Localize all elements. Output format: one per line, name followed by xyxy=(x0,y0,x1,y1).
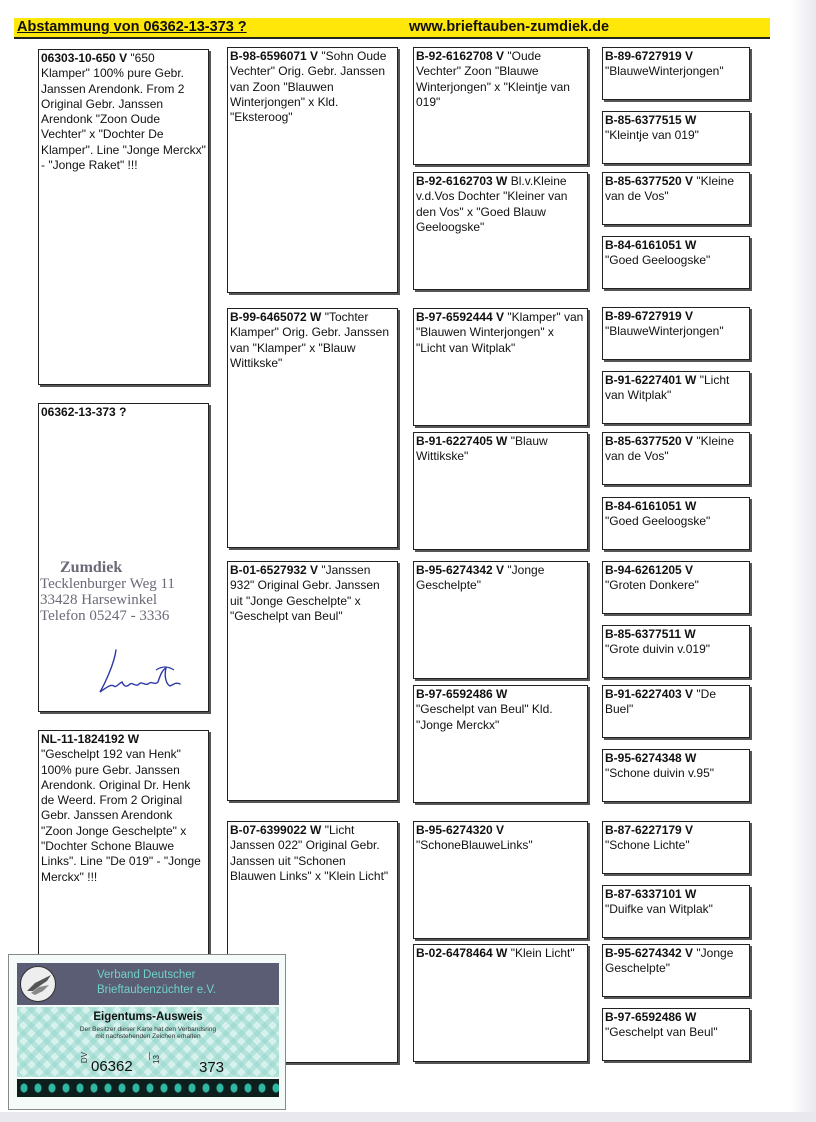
pedigree-card-gen4 xyxy=(602,625,750,678)
pedigree-card-sire xyxy=(38,49,209,385)
ring-number: B-94-6261205 V xyxy=(605,563,694,577)
ring-number: B-91-6227403 V xyxy=(605,687,694,701)
pedigree-card-gen2 xyxy=(227,561,398,801)
scan-edge xyxy=(790,0,816,1122)
pedigree-card-gen4 xyxy=(602,172,750,225)
stamp-phone: Telefon 05247 - 3336 xyxy=(40,608,170,624)
ring-number: 06303-10-650 V xyxy=(41,51,128,65)
ownership-card xyxy=(8,954,286,1110)
ring-number: B-84-6161051 W xyxy=(605,499,697,513)
bird-description: "Janssen 932" Original Gebr. Janssen uit "Jonge Geschelpte" x "Geschelpt van Beul" xyxy=(230,563,380,623)
stamp-street: Tecklenburger Weg 11 xyxy=(40,576,175,592)
bird-description: "Groten Donkere" xyxy=(605,578,699,593)
ring-number: B-84-6161051 W xyxy=(605,238,697,252)
card-title: Eigentums-Ausweis xyxy=(93,1011,203,1023)
ring-number: B-85-6377511 W xyxy=(605,627,696,641)
bird-description: "Geschelpt van Beul" xyxy=(605,1025,718,1040)
pedigree-card-gen4 xyxy=(602,497,750,550)
bird-description: "Klamper" van "Blauwen Winterjongen" x "Licht van Witplak" xyxy=(416,310,584,355)
pedigree-card-gen4 xyxy=(602,47,750,100)
pedigree-card-dam xyxy=(38,730,209,966)
card-ring-year: 13 xyxy=(151,1055,161,1064)
ring-number: B-98-6596071 V xyxy=(230,49,319,63)
ring-number: B-85-6377520 V xyxy=(605,174,694,188)
bird-description: "Sohn Oude Vechter" Orig. Gebr. Janssen van Zoon "Blauwen Winterjongen" x Kld. "Eksteroog" xyxy=(230,49,387,125)
ring-number: B-01-6527932 V xyxy=(230,563,319,577)
pedigree-card-gen4 xyxy=(602,371,750,424)
pedigree-card-gen3 xyxy=(413,685,588,803)
bird-description: Bl.v.Kleine v.d.Vos Dochter "Kleiner van den Vos" x "Goed Blauw Geeloogske" xyxy=(416,174,568,234)
handwritten-signature xyxy=(96,640,186,700)
card-prefix: DV xyxy=(80,1051,90,1064)
ring-number: B-85-6377515 W xyxy=(605,113,697,127)
bird-description: "Kleintje van 019" xyxy=(605,128,699,143)
pedigree-card-gen4 xyxy=(602,307,750,360)
bird-description: "650 Klamper" 100% pure Gebr. Janssen Arendonk. From 2 Original Gebr. Janssen Arendonk "Zoon Oude Vechter" x "Dochter De Klamper". Line "Jonge Merckx" - "Jonge Raket" !!! xyxy=(41,51,206,173)
ring-number: B-07-6399022 W xyxy=(230,823,322,837)
bird-description: "Klein Licht" xyxy=(510,946,575,960)
bird-description: "Geschelpt 192 van Henk" 100% pure Gebr. Janssen Arendonk. Original Dr. Henk de Weerd. From 2 Original Gebr. Janssen Arendonk "Zoon Jonge Geschelpte" x "Dochter Schone Blauwe Links". Line "De 019" - "Jonge Merckx" !!! xyxy=(41,747,201,884)
pedigree-card-gen4 xyxy=(602,944,750,997)
bird-description: "Kleine van de Vos" xyxy=(605,174,735,204)
bird-description: "Tochter Klamper" Orig. Gebr. Janssen van "Klamper" x "Blauw Wittikske" xyxy=(230,310,389,370)
card-decorative-band xyxy=(17,1079,279,1097)
header-rule xyxy=(14,37,770,39)
ring-number: B-89-6727919 V xyxy=(605,309,694,323)
pedigree-card-gen3 xyxy=(413,944,588,1062)
bird-description: "Goed Geeloogske" xyxy=(605,253,711,268)
pedigree-card-gen3 xyxy=(413,821,588,939)
bird-description: "Kleine van de Vos" xyxy=(605,434,735,464)
bird-description: "Jonge Geschelpte" xyxy=(605,946,734,976)
card-description xyxy=(9,1026,286,1040)
ring-number: B-95-6274342 V xyxy=(605,946,694,960)
bird-description: "SchoneBlauweLinks" xyxy=(416,838,533,853)
ring-number: B-92-6162708 V xyxy=(416,49,505,63)
card-ring-series: 06362 xyxy=(91,1058,133,1075)
card-description-line-1: Der Besitzer dieser Karte hat den Verbandsring xyxy=(79,1026,217,1033)
pedigree-card-gen3 xyxy=(413,172,588,290)
bird-description: "BlauweWinterjongen" xyxy=(605,64,724,79)
pedigree-card-gen4 xyxy=(602,561,750,614)
ring-number: B-91-6227405 W xyxy=(416,434,508,448)
association-name xyxy=(97,968,216,998)
pedigree-card-gen4 xyxy=(602,885,750,938)
ring-number: B-95-6274348 W xyxy=(605,751,697,765)
ring-number: B-87-6337101 W xyxy=(605,887,697,901)
scan-bottom-edge xyxy=(0,1112,816,1122)
pedigree-card-gen3 xyxy=(413,432,588,550)
ring-number: NL-11-1824192 W xyxy=(41,732,140,746)
ring-number: B-02-6478464 W xyxy=(416,946,508,960)
card-divider-mark xyxy=(149,1052,150,1060)
bird-description: "Blauw Wittikske" xyxy=(416,434,548,464)
pedigree-card-gen4 xyxy=(602,111,750,164)
bird-description: "Licht van Witplak" xyxy=(605,373,730,403)
ring-number: B-95-6274320 V xyxy=(416,823,505,837)
ring-number: B-91-6227401 W xyxy=(605,373,697,387)
association-line-2: Brieftaubenzüchter e.V. xyxy=(97,984,217,996)
bird-description: "Duifke van Witplak" xyxy=(605,902,713,917)
pedigree-card-gen4 xyxy=(602,821,750,874)
page-title: Abstammung von 06362-13-373 ? xyxy=(17,19,247,35)
pigeon-logo-icon xyxy=(20,966,56,1002)
pedigree-card-gen2 xyxy=(227,308,398,548)
ring-number: B-97-6592444 V xyxy=(416,310,505,324)
header-bar xyxy=(14,18,770,37)
bird-description: "Grote duivin v.019" xyxy=(605,642,711,657)
pedigree-card-gen3 xyxy=(413,561,588,679)
owner-stamp xyxy=(40,560,175,624)
bird-description: "Schone duivin v.95" xyxy=(605,766,715,781)
ring-number: B-97-6592486 W xyxy=(416,687,508,701)
bird-description: "Jonge Geschelpte" xyxy=(416,563,545,593)
bird-description: "Oude Vechter" Zoon "Blauwe Winterjongen" x "Kleintje van 019" xyxy=(416,49,570,109)
pedigree-card-gen2 xyxy=(227,47,398,293)
bird-description: "Geschelpt van Beul" Kld. "Jonge Merckx" xyxy=(416,702,553,732)
card-ring-number: 373 xyxy=(199,1059,225,1076)
bird-description: "BlauweWinterjongen" xyxy=(605,324,724,339)
website-url: www.brieftauben-zumdiek.de xyxy=(409,19,610,35)
pedigree-card-gen3 xyxy=(413,47,588,165)
pedigree-card-gen4 xyxy=(602,1008,750,1061)
ring-number: B-89-6727919 V xyxy=(605,49,694,63)
stamp-city: 33428 Harsewinkel xyxy=(40,592,158,608)
ring-number: B-87-6227179 V xyxy=(605,823,694,837)
ring-number: B-95-6274342 V xyxy=(416,563,505,577)
card-header-band xyxy=(17,963,279,1005)
pedigree-card-gen4 xyxy=(602,749,750,802)
bird-description: "Goed Geeloogske" xyxy=(605,514,711,529)
ring-number: B-99-6465072 W xyxy=(230,310,322,324)
association-line-1: Verband Deutscher xyxy=(97,969,196,981)
ring-number: 06362-13-373 ? xyxy=(41,405,127,419)
ring-number: B-92-6162703 W xyxy=(416,174,508,188)
pedigree-card-gen3 xyxy=(413,308,588,426)
card-description-line-2: mit nachstehenden Zeichen erhalten xyxy=(95,1033,201,1040)
bird-description: "Licht Janssen 022" Original Gebr. Janssen uit "Schonen Blauwen Links" x "Klein Licht" xyxy=(230,823,389,883)
bird-description: "De Buel" xyxy=(605,687,717,717)
pedigree-card-gen4 xyxy=(602,685,750,738)
bird-description: "Schone Lichte" xyxy=(605,838,690,853)
ring-number: B-97-6592486 W xyxy=(605,1010,697,1024)
ring-number: B-85-6377520 V xyxy=(605,434,694,448)
stamp-name: Zumdiek xyxy=(60,559,123,576)
pedigree-card-gen4 xyxy=(602,432,750,485)
pedigree-card-gen4 xyxy=(602,236,750,289)
